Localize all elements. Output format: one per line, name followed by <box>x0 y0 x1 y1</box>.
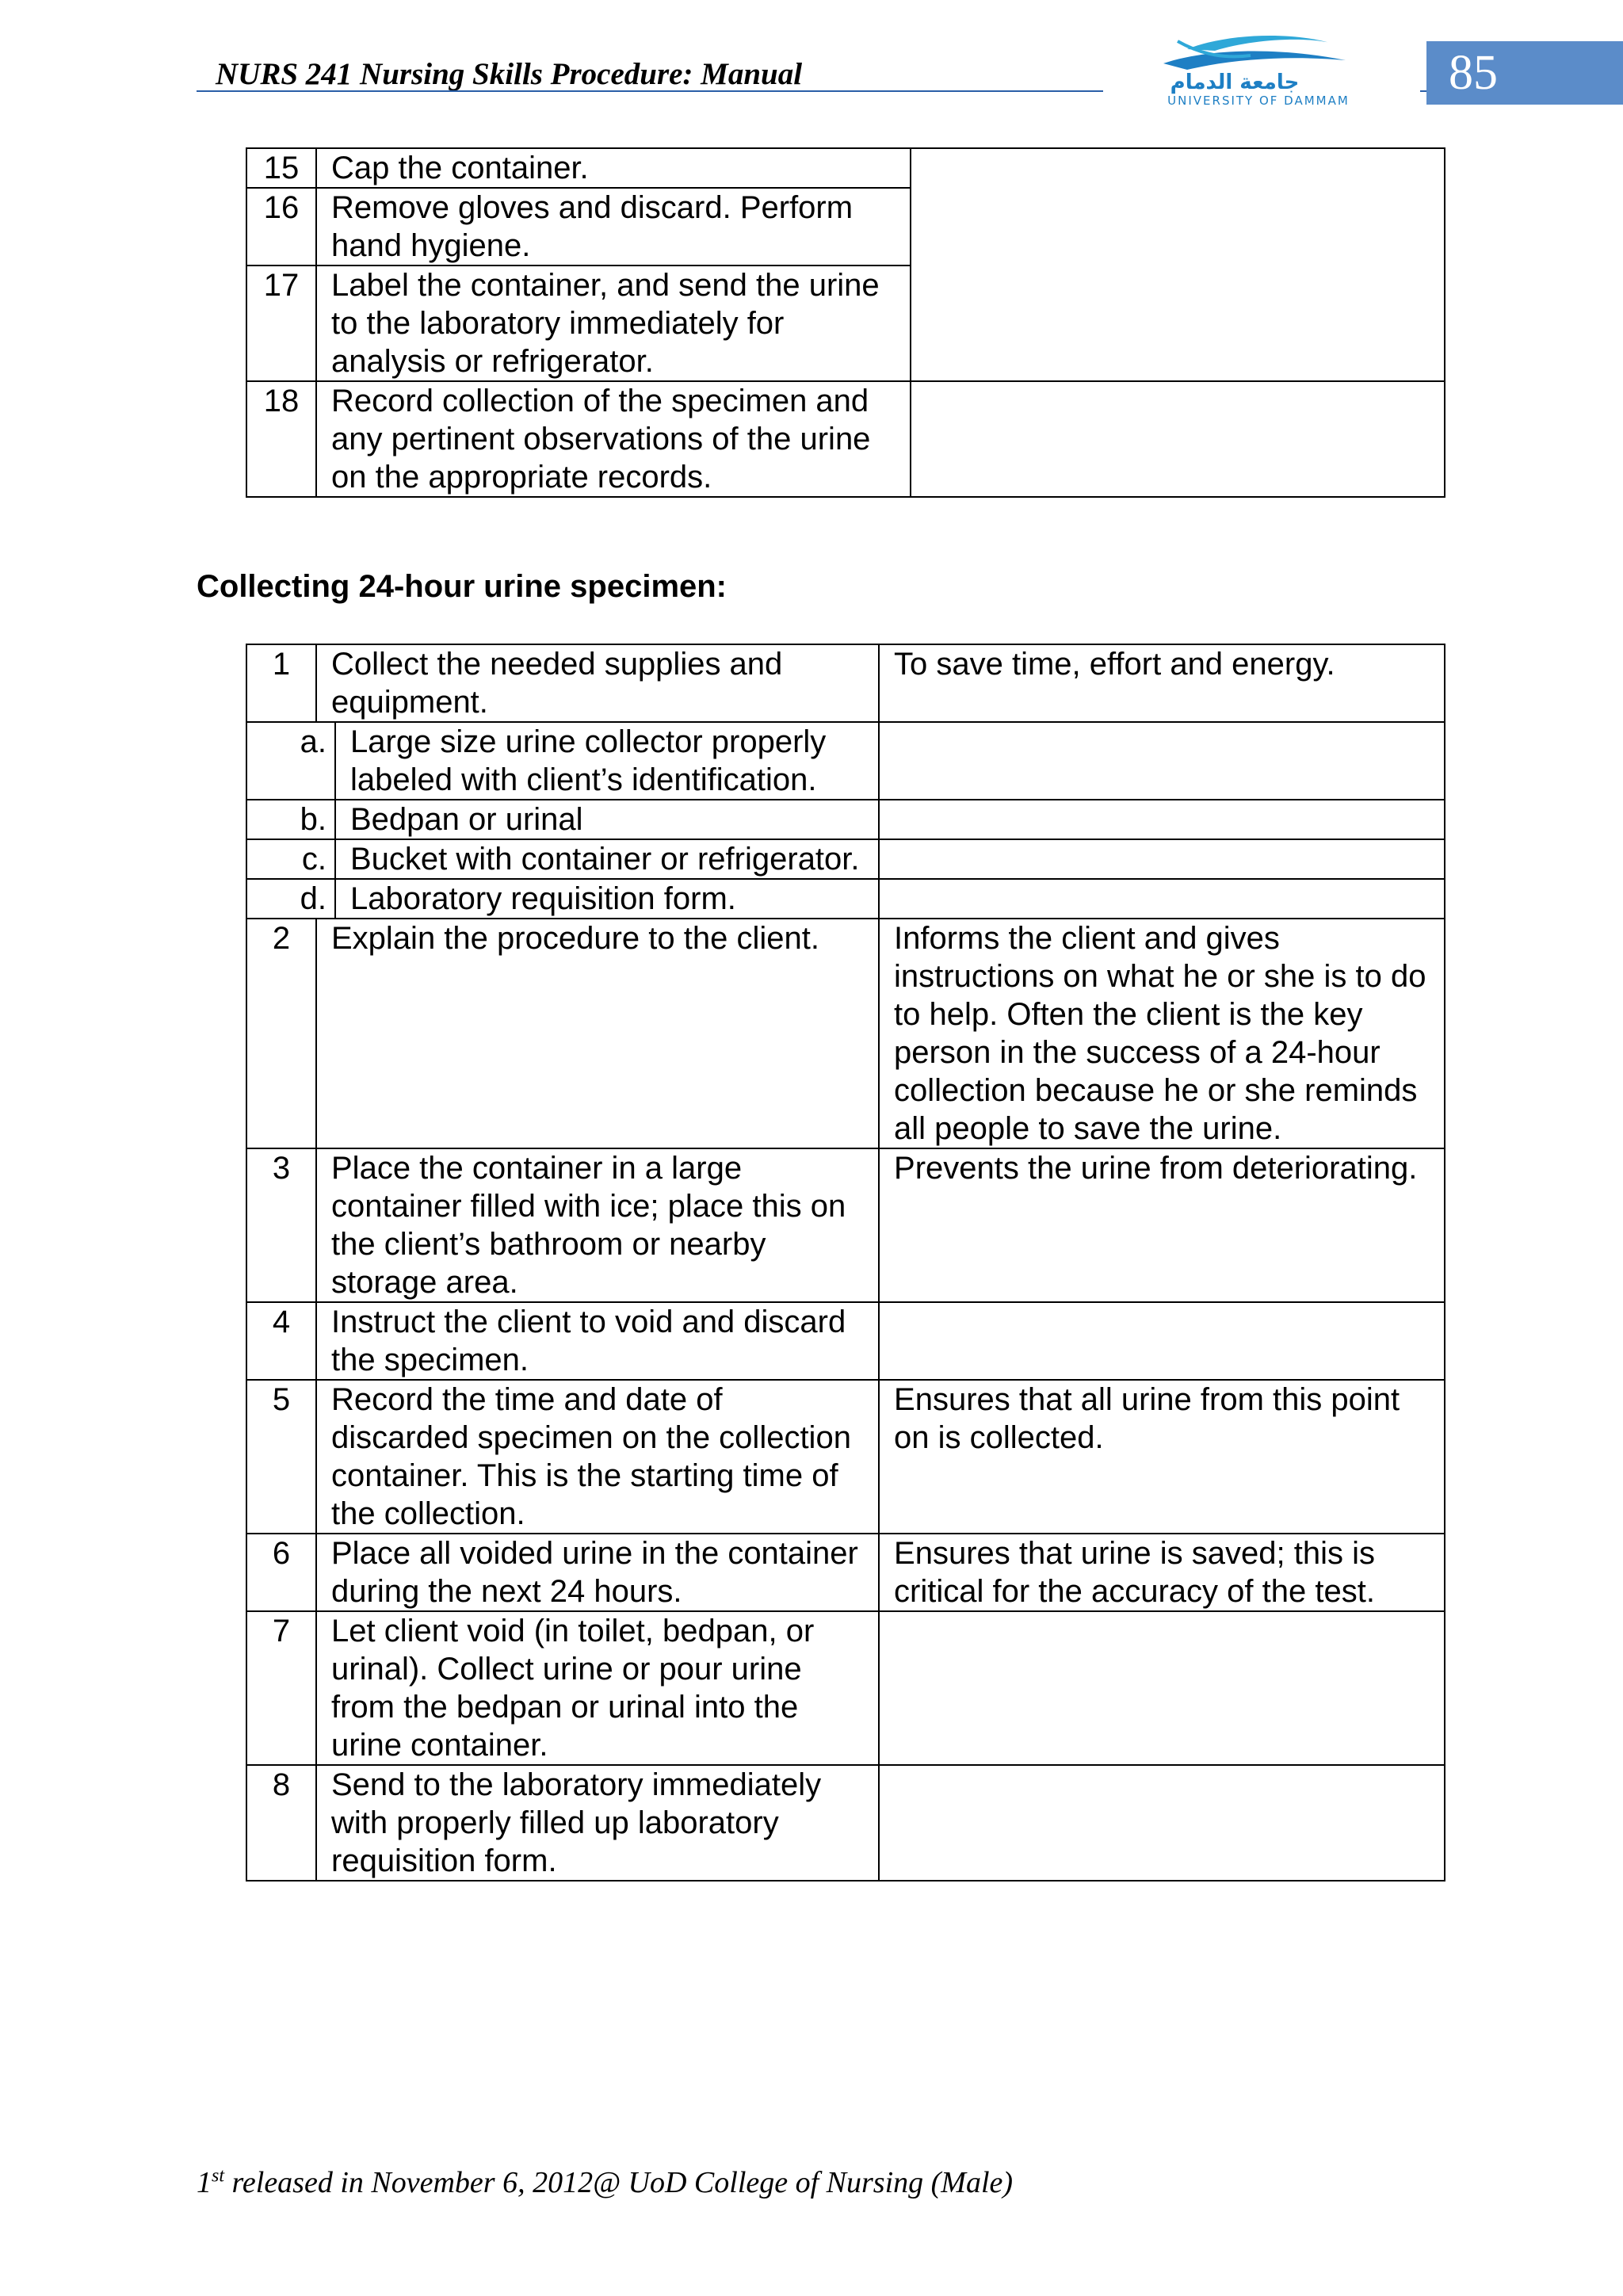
step-text: Record the time and date of discarded specimen on the collection container. This is the starting time of the collection. <box>316 1380 879 1534</box>
table-row <box>246 800 1445 839</box>
rationale-cell <box>911 148 1445 381</box>
step-text: Label the container, and send the urine to the laboratory immediately for analysis or refrigerator. <box>316 266 911 381</box>
step-number: 17 <box>246 266 316 381</box>
table-row <box>246 1302 1445 1380</box>
footer-text: released in November 6, 2012@ UoD College of Nursing (Male) <box>224 2166 1014 2199</box>
step-text: Laboratory requisition form. <box>335 879 879 919</box>
rationale-cell: To save time, effort and energy. <box>879 644 1445 722</box>
rationale-cell: Ensures that all urine from this point on is collected. <box>879 1380 1445 1534</box>
rationale-cell <box>879 1302 1445 1380</box>
logo-english-text: UNIVERSITY OF DAMMAM <box>1167 94 1350 108</box>
substep-label: b. <box>246 800 335 839</box>
rationale-cell <box>911 381 1445 497</box>
logo-arabic-text: جامعة الدمام <box>1170 71 1300 94</box>
step-text: Collect the needed supplies and equipment. <box>316 644 879 722</box>
step-number: 16 <box>246 188 316 266</box>
header-title: NURS 241 Nursing Skills Procedure: Manual <box>216 57 803 91</box>
step-number: 1 <box>246 644 316 722</box>
step-text: Large size urine collector properly labeled with client’s identification. <box>335 722 879 800</box>
rationale-cell <box>879 1611 1445 1765</box>
page-number: 85 <box>1426 41 1623 105</box>
university-logo-icon <box>1132 32 1393 108</box>
step-text: Place the container in a large container filled with ice; place this on the client’s bathroom or nearby storage area. <box>316 1148 879 1302</box>
step-number: 2 <box>246 919 316 1148</box>
table-row <box>246 1148 1445 1302</box>
rationale-cell <box>879 800 1445 839</box>
rationale-cell <box>879 722 1445 800</box>
step-text: Let client void (in toilet, bedpan, or urinal). Collect urine or pour urine from the bedpan or urinal into the urine container. <box>316 1611 879 1765</box>
section-heading: Collecting 24-hour urine specimen: <box>197 569 727 604</box>
step-number: 18 <box>246 381 316 497</box>
step-text: Bucket with container or refrigerator. <box>335 839 879 879</box>
table-row <box>246 879 1445 919</box>
step-text: Cap the container. <box>316 148 911 188</box>
rationale-cell: Informs the client and gives instructions on what he or she is to do to help. Often the client is the key person in the success of a 24-hour collection because he or she reminds all people to save the urine. <box>879 919 1445 1148</box>
step-text: Place all voided urine in the container during the next 24 hours. <box>316 1534 879 1611</box>
footer-ordinal: 1 <box>197 2166 212 2199</box>
step-number: 5 <box>246 1380 316 1534</box>
table-row <box>246 644 1445 722</box>
rationale-cell <box>879 879 1445 919</box>
procedure-table-continued <box>246 147 1445 498</box>
step-text: Record collection of the specimen and any pertinent observations of the urine on the appropriate records. <box>316 381 911 497</box>
step-text: Remove gloves and discard. Perform hand hygiene. <box>316 188 911 266</box>
step-number: 8 <box>246 1765 316 1881</box>
header-rule-end <box>1420 90 1426 92</box>
step-text: Explain the procedure to the client. <box>316 919 879 1148</box>
rationale-cell <box>879 1765 1445 1881</box>
step-number: 7 <box>246 1611 316 1765</box>
step-number: 4 <box>246 1302 316 1380</box>
table-row <box>246 722 1445 800</box>
header-rule <box>197 90 1103 92</box>
table-row <box>246 919 1445 1148</box>
step-text: Bedpan or urinal <box>335 800 879 839</box>
substep-label: a. <box>246 722 335 800</box>
footer-ordinal-suffix: st <box>212 2165 225 2187</box>
footer-release-note <box>197 2164 1013 2202</box>
step-number: 6 <box>246 1534 316 1611</box>
table-row <box>246 1380 1445 1534</box>
table-row <box>246 839 1445 879</box>
table-row <box>246 381 1445 497</box>
table-row <box>246 1765 1445 1881</box>
table-row <box>246 1534 1445 1611</box>
step-text: Send to the laboratory immediately with properly filled up laboratory requisition form. <box>316 1765 879 1881</box>
step-text: Instruct the client to void and discard the specimen. <box>316 1302 879 1380</box>
table-row <box>246 148 1445 188</box>
procedure-table-24hr <box>246 644 1445 1881</box>
substep-label: d. <box>246 879 335 919</box>
substep-label: c. <box>246 839 335 879</box>
rationale-cell: Prevents the urine from deteriorating. <box>879 1148 1445 1302</box>
step-number: 3 <box>246 1148 316 1302</box>
step-number: 15 <box>246 148 316 188</box>
rationale-cell <box>879 839 1445 879</box>
rationale-cell: Ensures that urine is saved; this is critical for the accuracy of the test. <box>879 1534 1445 1611</box>
table-row <box>246 1611 1445 1765</box>
